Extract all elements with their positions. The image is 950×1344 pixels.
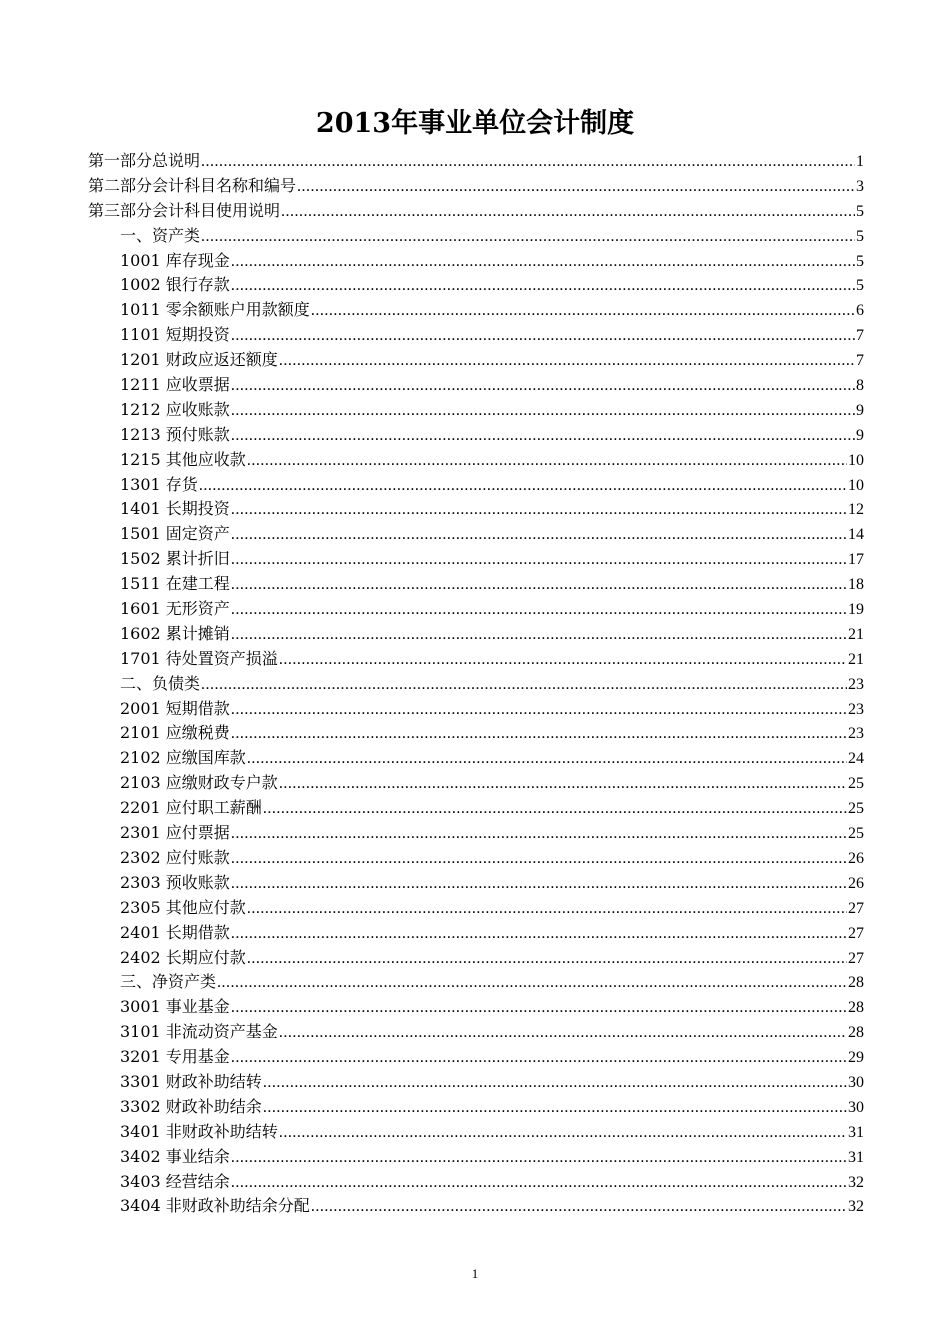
toc-entry-page: 25 <box>848 825 864 843</box>
toc-dot-leader <box>279 349 855 374</box>
toc-entry-label: 1212 应收账款 <box>120 399 230 419</box>
toc-dot-leader <box>247 897 847 922</box>
toc-entry-label: 1211 应收票据 <box>120 375 230 395</box>
toc-entry-page: 10 <box>848 451 864 469</box>
toc-dot-leader <box>281 200 855 225</box>
toc-entry-label: 1601 无形资产 <box>120 599 230 619</box>
toc-entry[interactable] <box>88 1070 864 1095</box>
toc-dot-leader <box>263 1071 847 1096</box>
toc-dot-leader <box>231 498 847 523</box>
toc-entry[interactable] <box>88 1020 864 1045</box>
toc-dot-leader <box>279 1121 847 1146</box>
toc-dot-leader <box>247 449 847 474</box>
toc-dot-leader <box>231 872 847 897</box>
toc-entry[interactable] <box>88 323 864 348</box>
toc-entry[interactable] <box>88 697 864 722</box>
toc-entry[interactable] <box>88 1045 864 1070</box>
toc-entry[interactable] <box>88 746 864 771</box>
toc-dot-leader <box>231 1146 847 1171</box>
toc-entry-label: 第二部分会计科目名称和编号 <box>88 175 297 195</box>
toc-entry[interactable] <box>88 921 864 946</box>
toc-entry-label: 1002 银行存款 <box>120 275 230 295</box>
toc-entry[interactable] <box>88 672 864 697</box>
toc-entry-page: 7 <box>856 352 864 370</box>
toc-entry-label: 2402 长期应付款 <box>120 947 246 967</box>
toc-entry-page: 29 <box>848 1049 864 1067</box>
toc-dot-leader <box>231 374 855 399</box>
toc-entry[interactable] <box>88 298 864 323</box>
toc-entry-label: 2101 应缴税费 <box>120 723 230 743</box>
toc-entry-label: 2303 预收账款 <box>120 872 230 892</box>
toc-entry-page: 5 <box>856 277 864 295</box>
toc-entry-label: 1201 财政应返还额度 <box>120 350 278 370</box>
toc-dot-leader <box>279 772 847 797</box>
toc-entry[interactable] <box>88 497 864 522</box>
toc-entry-label: 三、净资产类 <box>120 972 217 992</box>
toc-entry[interactable] <box>88 597 864 622</box>
toc-entry-label: 3302 财政补助结余 <box>120 1096 262 1116</box>
toc-dot-leader <box>231 274 855 299</box>
toc-dot-leader <box>231 822 847 847</box>
toc-dot-leader <box>247 747 847 772</box>
toc-entry-page: 25 <box>848 800 864 818</box>
toc-entry-label: 1501 固定资产 <box>120 524 230 544</box>
toc-entry-page: 23 <box>848 700 864 718</box>
toc-entry-page: 23 <box>848 675 864 693</box>
toc-entry-label: 1213 预付账款 <box>120 424 230 444</box>
toc-dot-leader <box>311 299 855 324</box>
toc-dot-leader <box>199 474 847 499</box>
toc-entry[interactable] <box>88 871 864 896</box>
toc-entry-page: 14 <box>848 526 864 544</box>
toc-entry[interactable] <box>88 1145 864 1170</box>
toc-entry-page: 6 <box>856 302 864 320</box>
toc-entry-page: 23 <box>848 725 864 743</box>
toc-entry-label: 1301 存货 <box>120 474 198 494</box>
toc-entry-label: 1101 短期投资 <box>120 325 230 345</box>
toc-dot-leader <box>231 523 847 548</box>
toc-dot-leader <box>231 250 855 275</box>
toc-entry-page: 27 <box>848 899 864 917</box>
toc-dot-leader <box>201 150 855 175</box>
toc-entry-page: 8 <box>856 377 864 395</box>
toc-entry-label: 2102 应缴国库款 <box>120 748 246 768</box>
toc-entry-label: 1511 在建工程 <box>120 574 230 594</box>
toc-dot-leader <box>231 847 847 872</box>
toc-entry-label: 1001 库存现金 <box>120 250 230 270</box>
toc-entry[interactable] <box>88 174 864 199</box>
toc-entry-page: 17 <box>848 551 864 569</box>
toc-dot-leader <box>231 324 855 349</box>
toc-entry[interactable] <box>88 473 864 498</box>
toc-entry-page: 31 <box>848 1123 864 1141</box>
toc-dot-leader <box>231 548 847 573</box>
toc-entry[interactable] <box>88 821 864 846</box>
toc-entry-page: 26 <box>848 874 864 892</box>
toc-entry[interactable] <box>88 721 864 746</box>
toc-entry-page: 5 <box>856 252 864 270</box>
toc-entry-page: 31 <box>848 1148 864 1166</box>
toc-entry[interactable] <box>88 995 864 1020</box>
toc-dot-leader <box>297 175 855 200</box>
toc-entry[interactable] <box>88 1170 864 1195</box>
toc-entry-page: 7 <box>856 327 864 345</box>
toc-entry[interactable] <box>88 149 864 174</box>
toc-entry-label: 2401 长期借款 <box>120 922 230 942</box>
toc-entry[interactable] <box>88 273 864 298</box>
toc-entry[interactable] <box>88 373 864 398</box>
toc-entry[interactable] <box>88 1120 864 1145</box>
toc-entry[interactable] <box>88 249 864 274</box>
toc-entry[interactable] <box>88 522 864 547</box>
toc-dot-leader <box>201 225 855 250</box>
toc-entry-label: 1502 累计折旧 <box>120 549 230 569</box>
toc-entry-label: 第一部分总说明 <box>88 151 201 170</box>
toc-entry-page: 12 <box>848 501 864 519</box>
toc-entry-label: 1011 零余额账户用款额度 <box>120 300 310 320</box>
toc-entry-page: 27 <box>848 924 864 942</box>
toc-entry-page: 9 <box>856 426 864 444</box>
toc-entry[interactable] <box>88 771 864 796</box>
toc-entry-label: 2301 应付票据 <box>120 823 230 843</box>
toc-entry[interactable] <box>88 199 864 224</box>
toc-entry[interactable] <box>88 647 864 672</box>
toc-entry-page: 24 <box>848 750 864 768</box>
toc-entry-page: 19 <box>848 601 864 619</box>
toc-entry-label: 3101 非流动资产基金 <box>120 1022 278 1042</box>
document-title: 2013年事业单位会计制度 <box>315 108 635 139</box>
toc-dot-leader <box>231 1046 847 1071</box>
toc-entry-label: 一、资产类 <box>120 225 201 245</box>
toc-entry[interactable] <box>88 970 864 995</box>
toc-entry-page: 32 <box>848 1198 864 1216</box>
toc-dot-leader <box>311 1195 847 1220</box>
toc-dot-leader <box>231 399 855 424</box>
toc-dot-leader <box>231 598 847 623</box>
table-of-contents <box>88 149 864 1219</box>
toc-entry[interactable] <box>88 423 864 448</box>
toc-dot-leader <box>231 573 847 598</box>
toc-entry-page: 5 <box>856 227 864 245</box>
toc-entry[interactable] <box>88 398 864 423</box>
toc-entry-page: 28 <box>848 999 864 1017</box>
toc-dot-leader <box>247 947 847 972</box>
toc-entry-label: 1602 累计摊销 <box>120 623 230 643</box>
toc-entry-page: 1 <box>856 153 864 170</box>
toc-dot-leader <box>231 996 847 1021</box>
toc-entry-label: 二、负债类 <box>120 673 201 693</box>
toc-entry[interactable] <box>88 572 864 597</box>
toc-entry-label: 2103 应缴财政专户款 <box>120 773 278 793</box>
toc-dot-leader <box>231 922 847 947</box>
toc-entry-label: 3404 非财政补助结余分配 <box>120 1196 310 1216</box>
toc-entry-page: 28 <box>848 974 864 992</box>
toc-entry-label: 1401 长期投资 <box>120 499 230 519</box>
toc-entry-label: 3201 专用基金 <box>120 1047 230 1067</box>
toc-entry-page: 9 <box>856 401 864 419</box>
toc-entry-label: 2201 应付职工薪酬 <box>120 798 262 818</box>
toc-entry-label: 1215 其他应收款 <box>120 449 246 469</box>
toc-entry-page: 28 <box>848 1024 864 1042</box>
toc-entry-label: 3403 经营结余 <box>120 1171 230 1191</box>
toc-entry-page: 25 <box>848 775 864 793</box>
toc-entry-page: 10 <box>848 476 864 494</box>
toc-entry-page: 30 <box>848 1098 864 1116</box>
toc-entry-page: 21 <box>848 650 864 668</box>
page-number: 1 <box>471 1266 479 1281</box>
toc-entry-label: 2305 其他应付款 <box>120 897 246 917</box>
toc-entry-page: 5 <box>856 202 864 220</box>
toc-entry-label: 2001 短期借款 <box>120 698 230 718</box>
toc-dot-leader <box>231 722 847 747</box>
toc-entry-page: 32 <box>848 1173 864 1191</box>
toc-entry-page: 27 <box>848 949 864 967</box>
toc-entry[interactable] <box>88 622 864 647</box>
toc-dot-leader <box>231 1171 847 1196</box>
toc-entry-page: 18 <box>848 576 864 594</box>
toc-dot-leader <box>263 1096 847 1121</box>
toc-entry[interactable] <box>88 1095 864 1120</box>
toc-entry-page: 3 <box>856 177 864 195</box>
toc-entry-label: 3402 事业结余 <box>120 1146 230 1166</box>
toc-entry-page: 26 <box>848 849 864 867</box>
toc-dot-leader <box>263 797 847 822</box>
toc-entry-label: 3301 财政补助结转 <box>120 1071 262 1091</box>
toc-dot-leader <box>279 648 847 673</box>
toc-entry[interactable] <box>88 224 864 249</box>
toc-dot-leader <box>231 424 855 449</box>
toc-entry-label: 2302 应付账款 <box>120 847 230 867</box>
toc-entry[interactable] <box>88 1194 864 1219</box>
toc-dot-leader <box>231 698 847 723</box>
toc-entry-page: 21 <box>848 625 864 643</box>
toc-entry[interactable] <box>88 896 864 921</box>
toc-entry-label: 第三部分会计科目使用说明 <box>88 200 281 220</box>
toc-entry[interactable] <box>88 448 864 473</box>
toc-dot-leader <box>217 971 847 996</box>
toc-dot-leader <box>279 1021 847 1046</box>
toc-dot-leader <box>201 673 847 698</box>
toc-entry-label: 3401 非财政补助结转 <box>120 1121 278 1141</box>
toc-entry-page: 30 <box>848 1073 864 1091</box>
toc-entry[interactable] <box>88 946 864 971</box>
toc-entry-label: 1701 待处置资产损溢 <box>120 648 278 668</box>
toc-entry[interactable] <box>88 846 864 871</box>
toc-entry[interactable] <box>88 547 864 572</box>
toc-entry-label: 3001 事业基金 <box>120 997 230 1017</box>
toc-dot-leader <box>231 623 847 648</box>
toc-entry[interactable] <box>88 348 864 373</box>
toc-entry[interactable] <box>88 796 864 821</box>
